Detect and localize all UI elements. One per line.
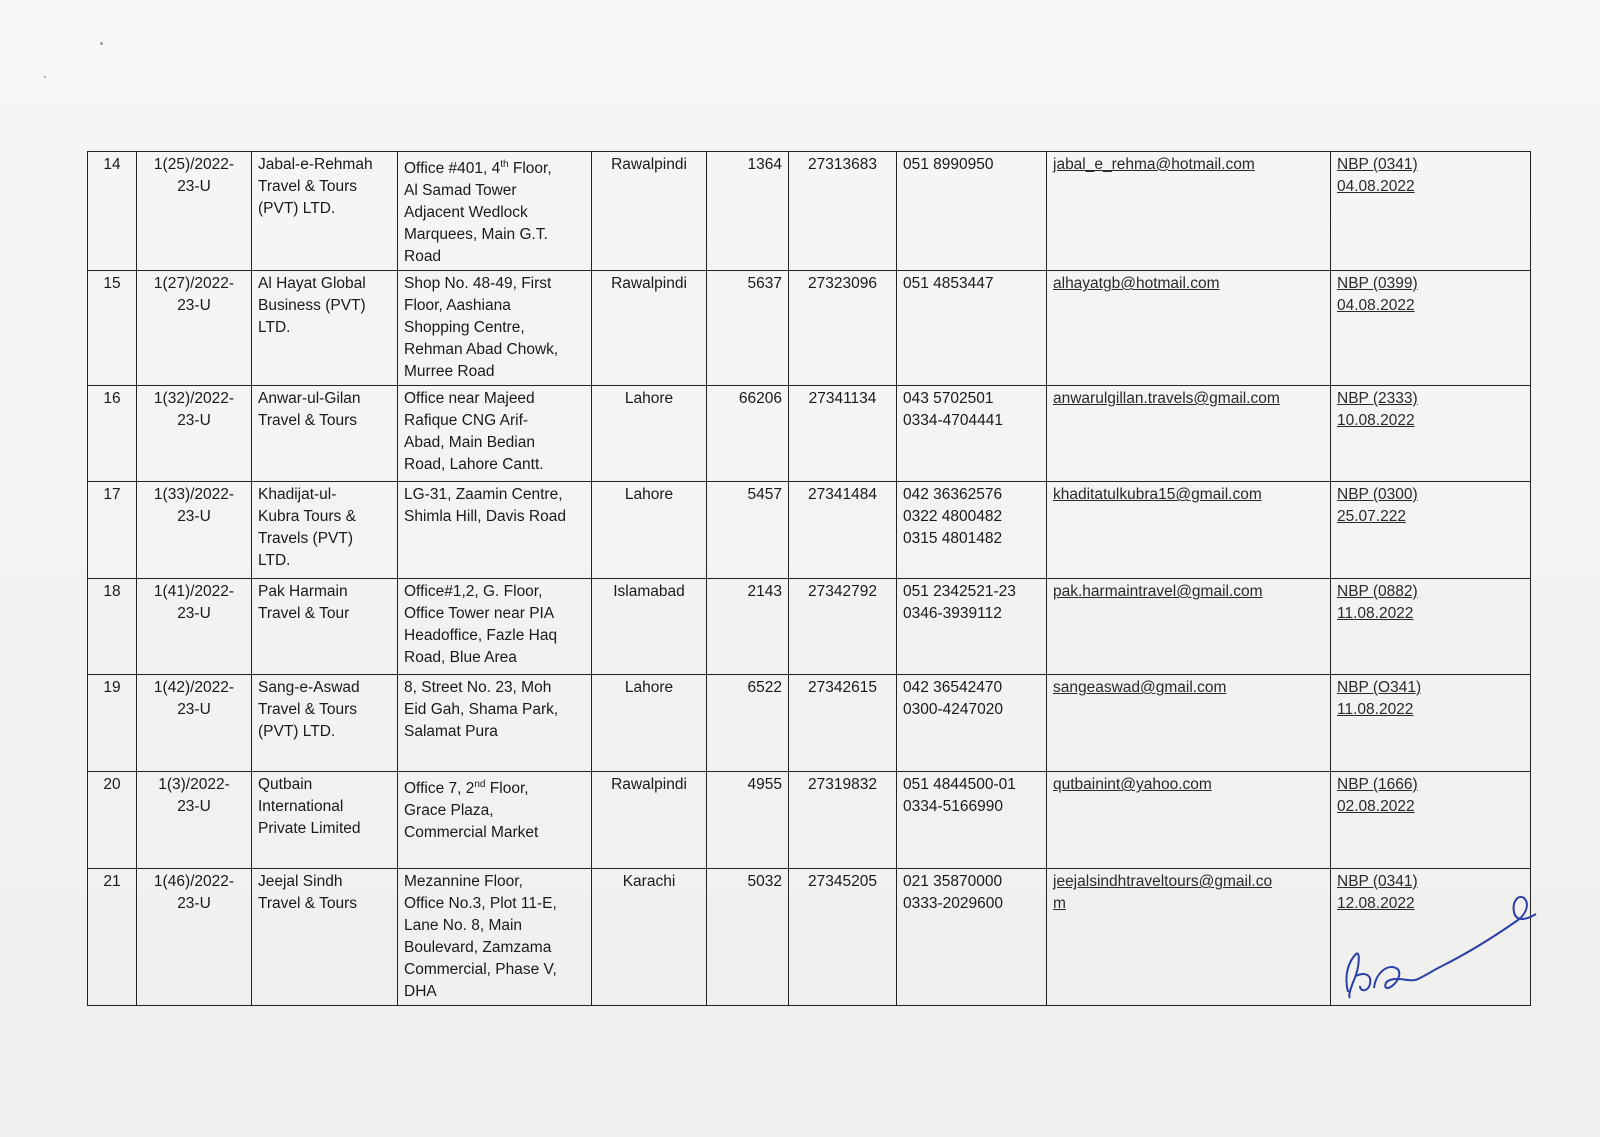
agency-name-line: LTD.: [258, 552, 291, 570]
file-number-cell: [137, 386, 252, 482]
registration-number: 27341484: [808, 486, 877, 504]
phone-number: 0300-4247020: [903, 701, 1003, 719]
serial-number: 16: [103, 390, 121, 408]
agency-name-cell: [252, 772, 398, 869]
agency-name-line: Qutbain: [258, 776, 313, 794]
serial-number: 17: [103, 486, 121, 504]
phone-number: 051 8990950: [903, 156, 994, 173]
bank-challan-cell: [1331, 386, 1531, 482]
registration-number: 27345205: [808, 873, 877, 891]
address-line: Road, Blue Area: [404, 649, 517, 667]
file-number-line: 23-U: [177, 508, 211, 526]
city-cell: [592, 482, 707, 579]
city-cell: [592, 869, 707, 1006]
license-number-cell: [707, 772, 789, 869]
agency-name-line: Al Hayat Global: [258, 275, 366, 293]
phone-number: 051 4853447: [903, 275, 994, 293]
address-line: Salamat Pura: [404, 723, 498, 741]
registration-number-cell: [789, 675, 897, 772]
registration-number: 27319832: [808, 776, 877, 794]
registration-number: 27323096: [808, 275, 877, 293]
file-number-line: 1(27)/2022-: [153, 275, 235, 293]
license-number: 6522: [747, 679, 782, 697]
email-address: anwarulgillan.travels@gmail.com: [1053, 390, 1280, 408]
file-number-line: 23-U: [177, 701, 211, 719]
license-number-cell: [707, 152, 789, 271]
city-cell: [592, 772, 707, 869]
registration-number-cell: [789, 152, 897, 271]
bank-challan-cell: [1331, 579, 1531, 675]
address-cell: [398, 675, 592, 772]
file-number-line: 23-U: [177, 895, 211, 913]
phone-cell: [897, 152, 1047, 271]
address-line: Shop No. 48-49, First: [404, 275, 552, 293]
license-number-cell: [707, 675, 789, 772]
registration-number-cell: [789, 271, 897, 386]
agency-name-line: Travel & Tours: [258, 701, 358, 719]
agency-name-cell: [252, 675, 398, 772]
address-line: Office#1,2, G. Floor,: [404, 583, 543, 601]
phone-cell: [897, 869, 1047, 1006]
agency-name-cell: [252, 482, 398, 579]
email-cell: [1047, 579, 1331, 675]
license-number-cell: [707, 271, 789, 386]
serial-number-cell: [88, 772, 137, 869]
file-number-cell: [137, 772, 252, 869]
address-line: Adjacent Wedlock: [404, 204, 528, 222]
address-line: Shopping Centre,: [404, 319, 525, 337]
phone-number: 051 2342521-23: [903, 583, 1016, 601]
email-address: alhayatgb@hotmail.com: [1053, 275, 1220, 293]
table-row: [88, 386, 1531, 482]
agency-name-cell: [252, 152, 398, 271]
phone-number: 0334-4704441: [903, 412, 1003, 430]
city-cell: [592, 152, 707, 271]
file-number-line: 23-U: [177, 178, 211, 195]
agency-name-line: Business (PVT): [258, 297, 366, 315]
license-number: 5637: [747, 275, 782, 293]
file-number-line: 23-U: [177, 412, 211, 430]
serial-number: 14: [103, 156, 121, 173]
agency-name-line: Private Limited: [258, 820, 361, 838]
license-number-cell: [707, 869, 789, 1006]
address-line: Office 7, 2nd Floor,: [404, 779, 529, 798]
bank-challan-line: 04.08.2022: [1337, 297, 1415, 315]
phone-number: 0333-2029600: [903, 895, 1003, 913]
agency-name-line: Jabal-e-Rehmah: [258, 156, 373, 173]
phone-number: 0346-3939112: [903, 605, 1002, 623]
address-line: Lane No. 8, Main: [404, 917, 523, 935]
file-number-cell: [137, 579, 252, 675]
agency-name-line: Pak Harmain: [258, 583, 348, 601]
address-line: Abad, Main Bedian: [404, 434, 535, 452]
email-address: qutbainint@yahoo.com: [1053, 776, 1212, 794]
city-name: Rawalpindi: [611, 275, 687, 293]
phone-cell: [897, 579, 1047, 675]
email-cell: [1047, 772, 1331, 869]
registration-number: 27341134: [808, 390, 877, 408]
address-cell: [398, 386, 592, 482]
agency-name-line: Sang-e-Aswad: [258, 679, 360, 697]
serial-number: 18: [103, 583, 121, 601]
phone-number: 0315 4801482: [903, 530, 1003, 548]
file-number-line: 1(33)/2022-: [153, 486, 235, 504]
agency-name-cell: [252, 869, 398, 1006]
bank-challan-line: 04.08.2022: [1337, 178, 1415, 195]
file-number-cell: [137, 152, 252, 271]
bank-challan-line: 12.08.2022: [1337, 895, 1415, 913]
email-cell: [1047, 386, 1331, 482]
agency-name-line: Travels (PVT): [258, 530, 354, 548]
phone-number: 0334-5166990: [903, 798, 1003, 816]
agency-name-line: LTD.: [258, 319, 291, 337]
registration-number-cell: [789, 579, 897, 675]
address-line: Office near Majeed: [404, 390, 535, 408]
city-cell: [592, 675, 707, 772]
agency-name-line: International: [258, 798, 344, 816]
bank-challan-line: NBP (0300): [1337, 486, 1418, 504]
handwritten-signature: [1330, 880, 1550, 1010]
address-line: Rafique CNG Arif-: [404, 412, 529, 430]
file-number-cell: [137, 271, 252, 386]
agency-name-line: Anwar-ul-Gilan: [258, 390, 361, 408]
registration-number-cell: [789, 772, 897, 869]
agency-name-line: Travel & Tour: [258, 605, 350, 623]
phone-cell: [897, 772, 1047, 869]
address-line: Commercial Market: [404, 824, 539, 842]
serial-number: 21: [103, 873, 121, 891]
serial-number-cell: [88, 482, 137, 579]
serial-number-cell: [88, 869, 137, 1006]
registration-number-cell: [789, 869, 897, 1006]
file-number-line: 1(25)/2022-: [153, 156, 235, 173]
address-line: Mezannine Floor,: [404, 873, 523, 891]
address-line: Marquees, Main G.T.: [404, 226, 548, 244]
serial-number-cell: [88, 579, 137, 675]
bank-challan-line: NBP (O341): [1337, 679, 1422, 697]
bank-challan-line: NBP (0341): [1337, 873, 1418, 891]
scan-speck: [100, 42, 103, 45]
address-line: Road: [404, 248, 442, 266]
bank-challan-line: 02.08.2022: [1337, 798, 1415, 816]
email-address: jabal_e_rehma@hotmail.com: [1053, 156, 1255, 173]
agency-name-cell: [252, 271, 398, 386]
address-cell: [398, 482, 592, 579]
table-row: [88, 152, 1531, 271]
address-cell: [398, 152, 592, 271]
serial-number: 19: [103, 679, 121, 697]
file-number-cell: [137, 482, 252, 579]
address-cell: [398, 579, 592, 675]
serial-number-cell: [88, 152, 137, 271]
table-row: [88, 675, 1531, 772]
city-name: Islamabad: [613, 583, 685, 601]
address-line: Rehman Abad Chowk,: [404, 341, 559, 359]
email-address: m: [1053, 895, 1066, 913]
registration-number: 27342792: [808, 583, 877, 601]
agency-name-line: Kubra Tours &: [258, 508, 356, 526]
bank-challan-line: NBP (2333): [1337, 390, 1418, 408]
license-number: 4955: [747, 776, 782, 794]
registration-number: 27342615: [808, 679, 877, 697]
phone-number: 042 36542470: [903, 679, 1003, 697]
serial-number-cell: [88, 386, 137, 482]
file-number-line: 23-U: [177, 605, 211, 623]
city-cell: [592, 271, 707, 386]
address-line: Shimla Hill, Davis Road: [404, 508, 566, 526]
agency-records-table: [87, 151, 1531, 1006]
serial-number: 15: [103, 275, 121, 293]
email-cell: [1047, 482, 1331, 579]
registration-number-cell: [789, 386, 897, 482]
address-line: Commercial, Phase V,: [404, 961, 557, 979]
address-line: Office #401, 4th Floor,: [404, 159, 552, 178]
file-number-line: 23-U: [177, 798, 211, 816]
license-number-cell: [707, 579, 789, 675]
address-line: Boulevard, Zamzama: [404, 939, 552, 957]
file-number-line: 1(32)/2022-: [153, 390, 235, 408]
city-name: Lahore: [624, 486, 674, 504]
address-line: Eid Gah, Shama Park,: [404, 701, 559, 719]
phone-number: 042 36362576: [903, 486, 1003, 504]
address-line: DHA: [404, 983, 437, 1001]
serial-number-cell: [88, 271, 137, 386]
bank-challan-cell: [1331, 482, 1531, 579]
bank-challan-line: 10.08.2022: [1337, 412, 1415, 430]
phone-cell: [897, 271, 1047, 386]
phone-number: 0322 4800482: [903, 508, 1003, 526]
address-line: Office Tower near PIA: [404, 605, 555, 623]
bank-challan-line: NBP (0341): [1337, 156, 1418, 173]
email-address: khaditatulkubra15@gmail.com: [1053, 486, 1262, 504]
license-number: 5032: [747, 873, 782, 891]
agency-name-cell: [252, 579, 398, 675]
bank-challan-line: 11.08.2022: [1337, 605, 1414, 623]
address-line: 8, Street No. 23, Moh: [404, 679, 552, 697]
city-name: Karachi: [622, 873, 676, 891]
agency-name-line: Travel & Tours: [258, 178, 358, 195]
file-number-line: 1(41)/2022-: [153, 583, 235, 601]
address-line: Murree Road: [404, 363, 495, 381]
agency-name-line: Travel & Tours: [258, 895, 358, 913]
city-name: Lahore: [624, 390, 674, 408]
address-line: Headoffice, Fazle Haq: [404, 627, 558, 645]
phone-cell: [897, 482, 1047, 579]
agency-name-line: Jeejal Sindh: [258, 873, 343, 891]
address-line: Road, Lahore Cantt.: [404, 456, 544, 474]
file-number-line: 1(46)/2022-: [153, 873, 235, 891]
address-cell: [398, 869, 592, 1006]
table-row: [88, 579, 1531, 675]
city-name: Rawalpindi: [611, 776, 687, 794]
table-row: [88, 772, 1531, 869]
city-cell: [592, 579, 707, 675]
email-cell: [1047, 271, 1331, 386]
license-number: 5457: [747, 486, 782, 504]
agency-name-line: (PVT) LTD.: [258, 723, 336, 741]
agency-name-cell: [252, 386, 398, 482]
address-line: Al Samad Tower: [404, 182, 517, 200]
agency-name-line: (PVT) LTD.: [258, 200, 336, 217]
email-address: pak.harmaintravel@gmail.com: [1053, 583, 1263, 601]
bank-challan-cell: [1331, 271, 1531, 386]
email-cell: [1047, 152, 1331, 271]
file-number-line: 1(42)/2022-: [153, 679, 235, 697]
email-address: jeejalsindhtraveltours@gmail.co: [1053, 873, 1273, 891]
license-number-cell: [707, 386, 789, 482]
license-number: 66206: [738, 390, 782, 408]
address-line: Office No.3, Plot 11-E,: [404, 895, 557, 913]
agency-name-line: Travel & Tours: [258, 412, 358, 430]
phone-number: 043 5702501: [903, 390, 994, 408]
serial-number: 20: [103, 776, 121, 794]
registration-number-cell: [789, 482, 897, 579]
file-number-cell: [137, 869, 252, 1006]
serial-number-cell: [88, 675, 137, 772]
address-cell: [398, 772, 592, 869]
bank-challan-line: NBP (1666): [1337, 776, 1418, 794]
bank-challan-line: NBP (0882): [1337, 583, 1418, 601]
license-number: 1364: [747, 156, 782, 173]
city-cell: [592, 386, 707, 482]
address-line: LG-31, Zaamin Centre,: [404, 486, 563, 504]
registration-number: 27313683: [808, 156, 877, 173]
phone-cell: [897, 386, 1047, 482]
license-number: 2143: [747, 583, 782, 601]
address-cell: [398, 271, 592, 386]
phone-cell: [897, 675, 1047, 772]
bank-challan-cell: [1331, 152, 1531, 271]
email-cell: [1047, 675, 1331, 772]
address-line: Floor, Aashiana: [404, 297, 511, 315]
table-row: [88, 271, 1531, 386]
email-cell: [1047, 869, 1331, 1006]
bank-challan-line: 25.07.222: [1337, 508, 1406, 526]
city-name: Lahore: [624, 679, 674, 697]
bank-challan-line: 11.08.2022: [1337, 701, 1414, 719]
table-row: [88, 869, 1531, 1006]
license-number-cell: [707, 482, 789, 579]
agency-name-line: Khadijat-ul-: [258, 486, 337, 504]
file-number-line: 23-U: [177, 297, 211, 315]
bank-challan-cell: [1331, 675, 1531, 772]
address-line: Grace Plaza,: [404, 802, 494, 820]
scan-speck: [44, 76, 46, 78]
table-row: [88, 482, 1531, 579]
bank-challan-cell: [1331, 772, 1531, 869]
file-number-line: 1(3)/2022-: [158, 776, 230, 794]
file-number-cell: [137, 675, 252, 772]
city-name: Rawalpindi: [611, 156, 687, 173]
bank-challan-line: NBP (0399): [1337, 275, 1418, 293]
email-address: sangeaswad@gmail.com: [1053, 679, 1227, 697]
phone-number: 021 35870000: [903, 873, 1003, 891]
phone-number: 051 4844500-01: [903, 776, 1016, 794]
